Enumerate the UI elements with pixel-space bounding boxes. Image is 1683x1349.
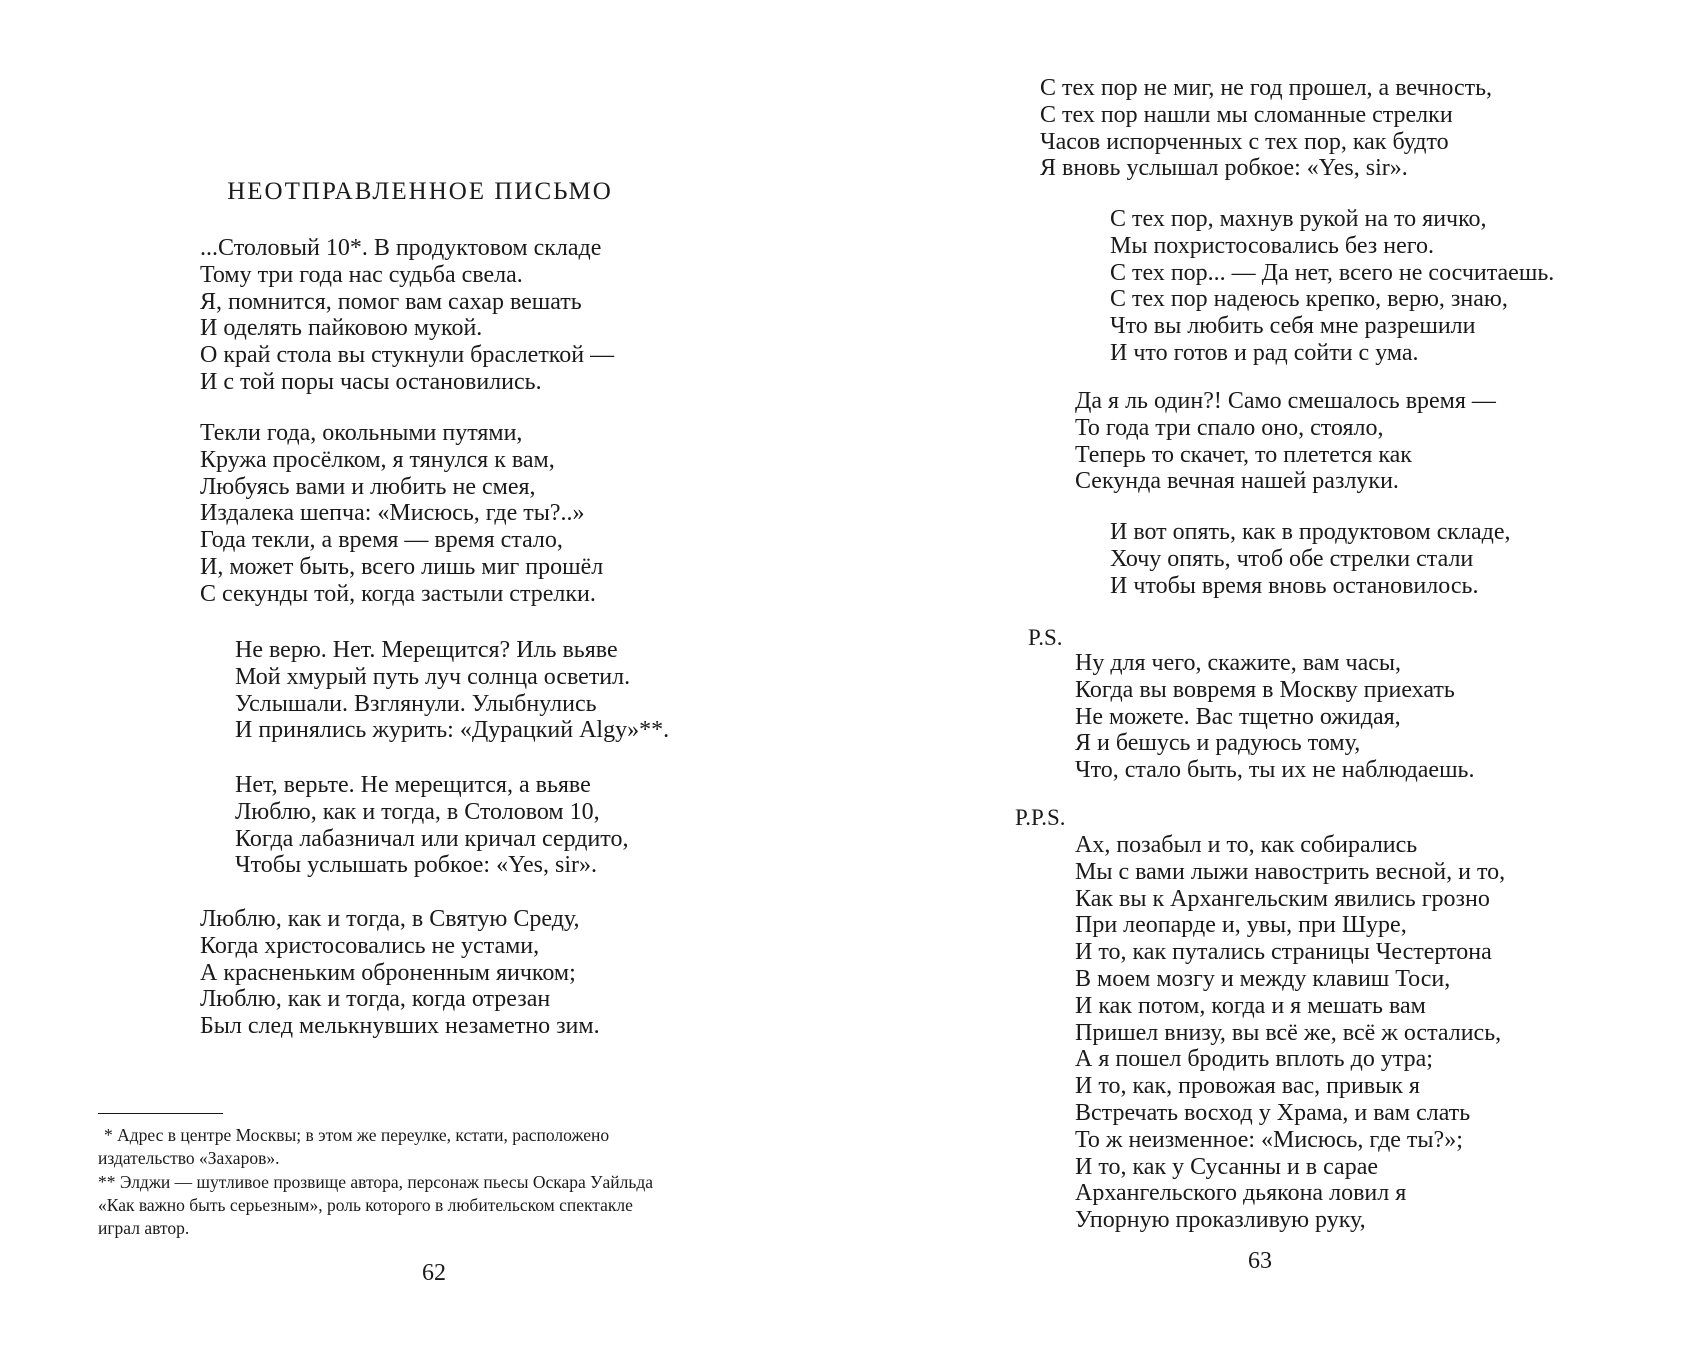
poem-line: Мы с вами лыжи навострить весной, и то, <box>1075 858 1506 885</box>
footnote-1 <box>98 1124 768 1170</box>
poem-line: И с той поры часы остановились. <box>200 368 542 395</box>
poem-line: С тех пор, махнув рукой на то яичко, <box>1110 206 1487 232</box>
footnote-2 <box>98 1171 768 1240</box>
poem-line: С тех пор нашли мы сломанные стрелки <box>1040 101 1453 128</box>
poem-line: Ну для чего, скажите, вам часы, <box>1075 650 1402 676</box>
stanza-4 <box>235 772 628 879</box>
stanza-2 <box>200 420 603 608</box>
poem-line: Люблю, как и тогда, в Столовом 10, <box>235 798 600 825</box>
poem-line: Ах, позабыл и то, как собирались <box>1075 832 1418 858</box>
footnote-line: издательство «Захаров». <box>98 1148 280 1168</box>
poem-line: Секунда вечная нашей разлуки. <box>1075 468 1399 495</box>
poem-line: И то, как у Сусанны и в сарае <box>1075 1153 1379 1180</box>
pps-stanza <box>1075 832 1505 1234</box>
poem-line: Кружа просёлком, я тянулся к вам, <box>200 446 555 473</box>
poem-line: При леопарде и, увы, при Шуре, <box>1075 912 1407 939</box>
poem-line: Текли года, окольными путями, <box>200 420 523 446</box>
poem-title: НЕОТПРАВЛЕННОЕ ПИСЬМО <box>227 178 613 205</box>
poem-line: Хочу опять, чтоб обе стрелки стали <box>1110 545 1474 572</box>
poem-line: А я пошел бродить вплоть до утра; <box>1075 1046 1433 1073</box>
page-number: 63 <box>1248 1248 1272 1274</box>
poem-line: С тех пор... — Да нет, всего не сосчитаешь. <box>1110 259 1555 286</box>
poem-line: И вот опять, как в продуктовом складе, <box>1110 519 1511 545</box>
footnote-divider <box>98 1113 223 1114</box>
ps-stanza <box>1075 650 1475 784</box>
poem-line: Люблю, как и тогда, в Святую Среду, <box>200 906 580 932</box>
poem-line: И то, как, провожая вас, привык я <box>1075 1073 1420 1100</box>
poem-line: Что, стало быть, ты их не наблюдаешь. <box>1075 757 1475 784</box>
poem-line: С секунды той, когда застыли стрелки. <box>200 580 596 607</box>
poem-line: Тому три года нас судьба свела. <box>200 261 523 288</box>
stanza-1 <box>1040 75 1492 182</box>
poem-line: О край стола вы стукнули браслеткой — <box>200 342 615 369</box>
pps-label: P.P.S. <box>1015 805 1066 830</box>
stanza-5 <box>200 906 600 1040</box>
poem-line: И то, как путались страницы Честертона <box>1075 939 1492 966</box>
poem-line: Архангельского дьякона ловил я <box>1075 1180 1407 1207</box>
footnote-line: ** Элджи — шутливое прозвище автора, персонаж пьесы Оскара Уайльда <box>98 1172 654 1192</box>
poem-line: Чтобы услышать робкое: «Yes, sir». <box>235 852 597 879</box>
left-page <box>0 0 840 1349</box>
footnote-line: «Как важно быть серьезным», роль которого в любительском спектакле <box>98 1195 633 1215</box>
poem-line: Услышали. Взглянули. Улыбнулись <box>235 690 597 717</box>
poem-line: Упорную проказливую руку, <box>1075 1207 1366 1234</box>
poem-line: И как потом, когда и я мешать вам <box>1075 992 1426 1019</box>
poem-line: Был след мелькнувших незаметно зим. <box>200 1013 600 1040</box>
footnote-line: играл автор. <box>98 1218 190 1238</box>
poem-line: И оделять пайковою мукой. <box>200 315 483 342</box>
poem-line: С тех пор не миг, не год прошел, а вечность, <box>1040 75 1493 101</box>
poem-line: Не верю. Нет. Мерещится? Иль вьяве <box>235 637 618 663</box>
poem-line: Люблю, как и тогда, когда отрезан <box>200 986 551 1013</box>
poem-line: То ж неизменное: «Мисюсь, где ты?»; <box>1075 1126 1463 1153</box>
poem-line: В моем мозгу и между клавиш Тоси, <box>1075 965 1451 992</box>
poem-line: Когда вы вовремя в Москву приехать <box>1075 676 1455 703</box>
poem-line: То года три спало оно, стояло, <box>1075 414 1384 441</box>
poem-line: Мой хмурый путь луч солнца осветил. <box>235 663 631 690</box>
poem-line: И что готов и рад сойти с ума. <box>1110 339 1419 366</box>
poem-line: ...Столовый 10*. В продуктовом складе <box>200 235 602 261</box>
page-number: 62 <box>422 1260 446 1286</box>
poem-line: Издалека шепча: «Мисюсь, где ты?..» <box>200 500 585 527</box>
poem-line: И чтобы время вновь остановилось. <box>1110 572 1479 599</box>
footnote-line: * Адрес в центре Москвы; в этом же переулке, кстати, расположено <box>104 1125 610 1145</box>
poem-line: Встречать восход у Храма, и вам слать <box>1075 1099 1471 1126</box>
poem-line: Как вы к Архангельским явились грозно <box>1075 885 1490 912</box>
poem-line: И, может быть, всего лишь миг прошёл <box>200 553 604 580</box>
stanza-2 <box>1110 206 1554 367</box>
poem-line: Не можете. Вас тщетно ожидая, <box>1075 703 1401 730</box>
poem-line: Когда лабазничал или кричал сердито, <box>235 825 629 852</box>
poem-line: А красненьким оброненным яичком; <box>200 959 576 986</box>
poem-line: И принялись журить: «Дурацкий Algy»**. <box>235 717 670 744</box>
stanza-1 <box>200 235 614 396</box>
stanza-3 <box>235 637 669 744</box>
poem-line: Что вы любить себя мне разрешили <box>1110 313 1476 340</box>
poem-line: Нет, верьте. Не мерещится, а вьяве <box>235 772 591 798</box>
poem-line: Теперь то скачет, то плетется как <box>1075 441 1412 468</box>
poem-line: Я и бешусь и радуюсь тому, <box>1075 730 1361 757</box>
poem-line: Часов испорченных с тех пор, как будто <box>1040 128 1449 155</box>
poem-line: Мы похристосовались без него. <box>1110 232 1434 259</box>
stanza-3 <box>1075 388 1496 495</box>
ps-label: P.S. <box>1028 625 1063 650</box>
poem-line: Любуясь вами и любить не смея, <box>200 473 536 500</box>
poem-line: Года текли, а время — время стало, <box>200 527 563 554</box>
poem-line: С тех пор надеюсь крепко, верю, знаю, <box>1110 286 1508 313</box>
poem-line: Пришел внизу, вы всё же, всё ж остались, <box>1075 1019 1502 1046</box>
poem-line: Я вновь услышал робкое: «Yes, sir». <box>1040 155 1408 182</box>
right-page <box>840 0 1683 1349</box>
poem-line: Когда христосовались не устами, <box>200 932 540 959</box>
poem-line: Я, помнится, помог вам сахар вешать <box>200 288 582 315</box>
stanza-4 <box>1110 519 1511 599</box>
poem-line: Да я ль один?! Само смешалось время — <box>1075 388 1496 414</box>
